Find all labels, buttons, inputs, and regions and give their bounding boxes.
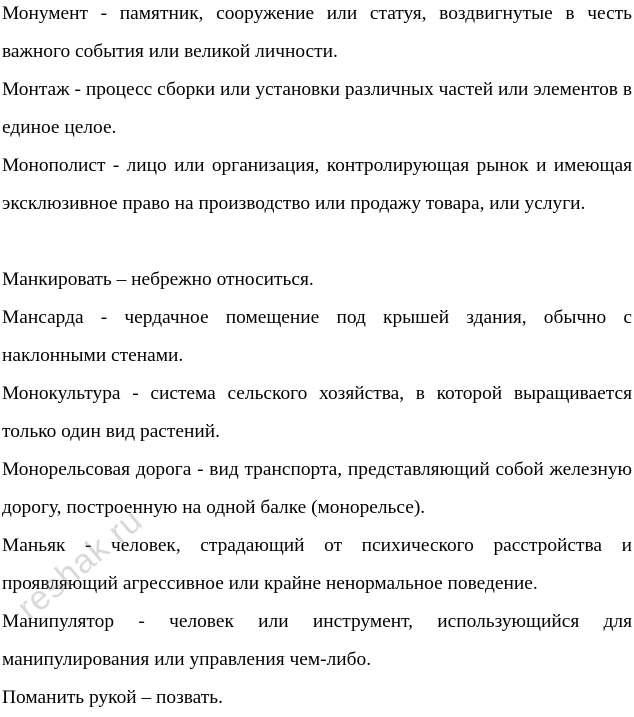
definition-mankirovat: Манкировать – небрежно относиться. xyxy=(2,269,314,290)
definition-manipulyator: Манипулятор - человек или инструмент, использующийся для манипулирования или управления чем-либо. xyxy=(2,611,632,670)
watermark: reshak.ru xyxy=(10,501,150,628)
definition-monument: Монумент - памятник, сооружение или статуя, воздвигнутые в честь важного события или великой личности. xyxy=(2,3,632,62)
definition-mansarda: Мансарда - чердачное помещение под крышей здания, обычно с наклонными стенами. xyxy=(2,307,632,366)
definition-monorelsovaya-doroga: Монорельсовая дорога - вид транспорта, представляющий собой железную дорогу, построенную на одной балке (монорельсе). xyxy=(2,459,632,518)
definition-pomanit-rukoy: Поманить рукой – позвать. xyxy=(2,687,223,708)
definition-montazh: Монтаж - процесс сборки или установки различных частей или элементов в единое целое. xyxy=(2,79,632,138)
definition-monopolist: Монополист - лицо или организация, контролирующая рынок и имеющая эксклюзивное право на производство или продажу товара, или услуги. xyxy=(2,155,632,214)
definition-manyak: Маньяк - человек, страдающий от психического расстройства и проявляющий агрессивное или крайне ненормальное поведение. xyxy=(2,535,632,594)
definition-monokultura: Монокультура - система сельского хозяйства, в которой выращивается только один вид растений. xyxy=(2,383,632,442)
